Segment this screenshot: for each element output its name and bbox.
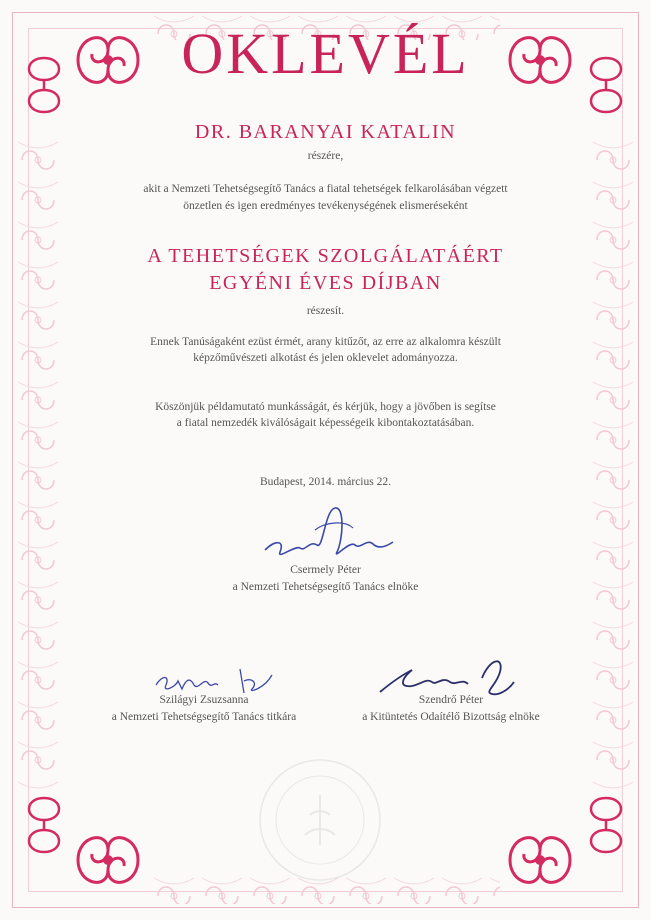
signature-center: [255, 500, 400, 570]
side-ornament-bottom-left: [14, 790, 74, 860]
reason-line-2: önzetlen és igen eredményes tevékenységének elismeréseként: [183, 200, 468, 212]
side-ornament-bottom-right: [576, 790, 636, 860]
certificate-title: OKLEVÉL: [181, 21, 470, 86]
gift-line-2: képzőművészeti alkotást és jelen oklevelet adományozza.: [193, 352, 458, 364]
signatory-left-role: a Nemzeti Tehetségsegítő Tanács titkára: [111, 711, 297, 723]
signatory-left-name: Szilágyi Zsuzsanna: [159, 694, 249, 706]
embossed-seal: [255, 755, 385, 885]
thanks-line-1: Köszönjük példamutató munkásságát, és kérjük, hogy a jövőben is segítse: [155, 401, 496, 413]
award-verb: részesít.: [306, 305, 345, 317]
signatory-right-name: Szendrő Péter: [418, 694, 484, 706]
right-ornament-band: [589, 140, 637, 790]
reason-line-1: akit a Nemzeti Tehetségsegítő Tanács a fiatal tehetségek felkarolásában végzett: [143, 183, 508, 195]
signatory-center-name: Csermely Péter: [290, 564, 361, 576]
recipient-name: DR. BARANYAI KATALIN: [194, 121, 457, 143]
thanks-line-2: a fiatal nemzedék kiválóságait képességeik kibontakoztatásában.: [176, 417, 475, 429]
gift-line-1: Ennek Tanúságaként ezüst érmét, arany kitűzőt, az erre az alkalomra készült: [150, 336, 501, 348]
signatory-center-role: a Nemzeti Tehetségsegítő Tanács elnöke: [232, 581, 419, 593]
place-date: Budapest, 2014. március 22.: [260, 476, 391, 488]
award-title-line-1: A TEHETSÉGEK SZOLGÁLATÁÉRT: [147, 245, 504, 267]
recipient-suffix: részére,: [307, 150, 344, 162]
signatory-right-role: a Kitüntetés Odaítélő Bizottság elnöke: [362, 711, 540, 723]
corner-ornament-bottom-left: [68, 820, 148, 900]
award-title-line-2: EGYÉNI ÉVES DÍJBAN: [209, 272, 442, 294]
corner-ornament-bottom-right: [500, 820, 580, 900]
left-ornament-band: [14, 140, 62, 790]
